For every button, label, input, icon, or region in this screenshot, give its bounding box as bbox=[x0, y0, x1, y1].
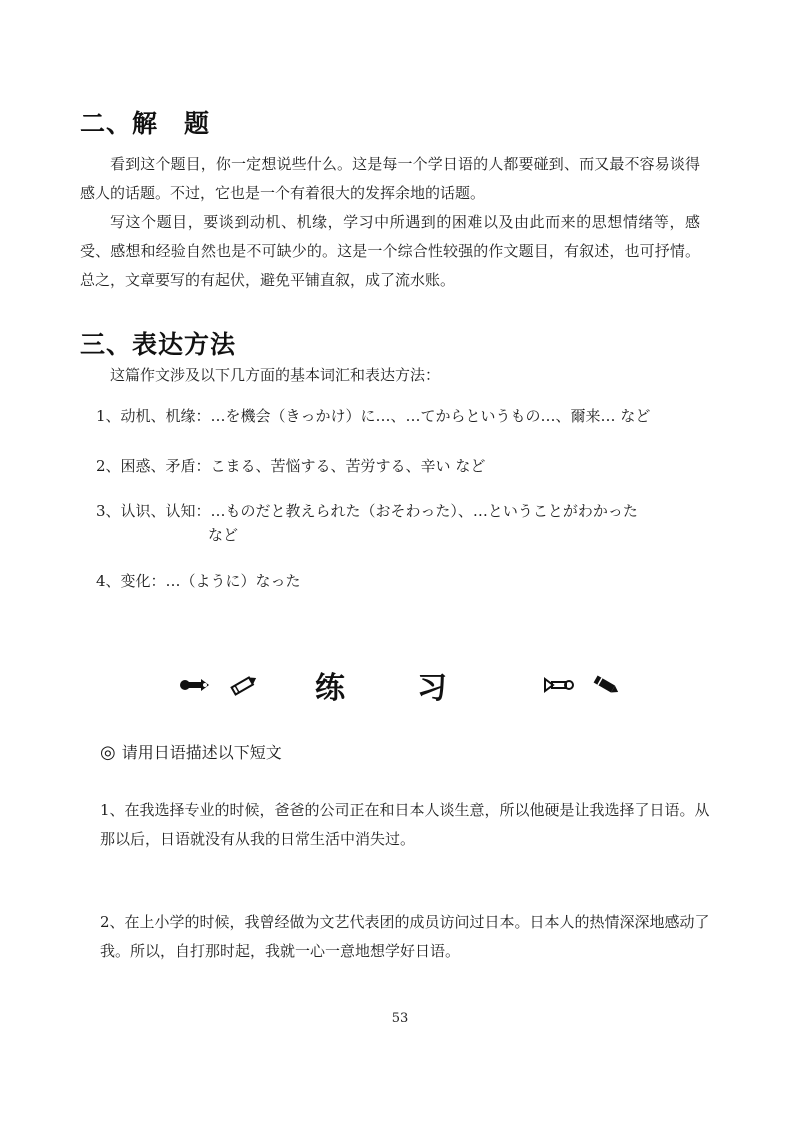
pointing-hand-icon bbox=[179, 675, 213, 695]
analysis-paragraph: 看到这个题目，你一定想说些什么。这是每一个学日语的人都要碰到、而又最不容易谈得感人的话题。不过，它也是一个有着很大的发挥余地的话题。 bbox=[80, 155, 700, 202]
pencil-icon bbox=[229, 673, 259, 697]
exercise-prompt bbox=[100, 740, 282, 763]
exercise-prompt-text: 请用日语描述以下短文 bbox=[121, 743, 282, 762]
exercise-item: 2、在上小学的时候，我曾经做为文艺代表团的成员访问过日本。日本人的热情深深地感动了我。所以，自打那时起，我就一心一意地想学好日语。 bbox=[100, 913, 710, 960]
section-heading-expression: 三、表达方法 bbox=[80, 330, 237, 359]
pencil-icon bbox=[591, 673, 621, 697]
exercise-banner bbox=[0, 660, 800, 710]
double-circle-icon: ◎ bbox=[100, 742, 116, 763]
expression-item: 4、变化：…（ように）なった bbox=[96, 572, 301, 590]
pointing-hand-icon bbox=[541, 675, 575, 695]
expression-intro: 这篇作文涉及以下几方面的基本词汇和表达方法： bbox=[110, 366, 441, 384]
expression-item-continuation: など bbox=[208, 526, 239, 544]
page-number: 53 bbox=[391, 1011, 409, 1026]
exercise-item: 1、在我选择专业的时候，爸爸的公司正在和日本人谈生意，所以他硬是让我选择了日语。从那以后，日语就没有从我的日常生活中消失过。 bbox=[100, 801, 710, 848]
expression-item: 2、困惑、矛盾：こまる、苦悩する、苦労する、辛い など bbox=[96, 457, 486, 475]
expression-item: 1、动机、机缘：…を機会（きっかけ）に…、…てからというもの…、爾来… など bbox=[96, 407, 651, 425]
section-heading-analysis: 二、解 题 bbox=[80, 109, 211, 138]
expression-item: 3、认识、认知：…ものだと教えられた（おそわった）、…ということがわかった bbox=[96, 502, 638, 520]
analysis-paragraph: 写这个题目，要谈到动机、机缘，学习中所遇到的困难以及由此而来的思想情绪等，感受、感想和经验自然也是不可缺少的。这是一个综合性较强的作文题目，有叙述，也可抒情。总之，文章要写的有起伏，避免平铺直叙，成了流水账。 bbox=[80, 213, 700, 289]
exercise-title: 练习 bbox=[315, 671, 519, 706]
analysis-body bbox=[80, 150, 700, 295]
